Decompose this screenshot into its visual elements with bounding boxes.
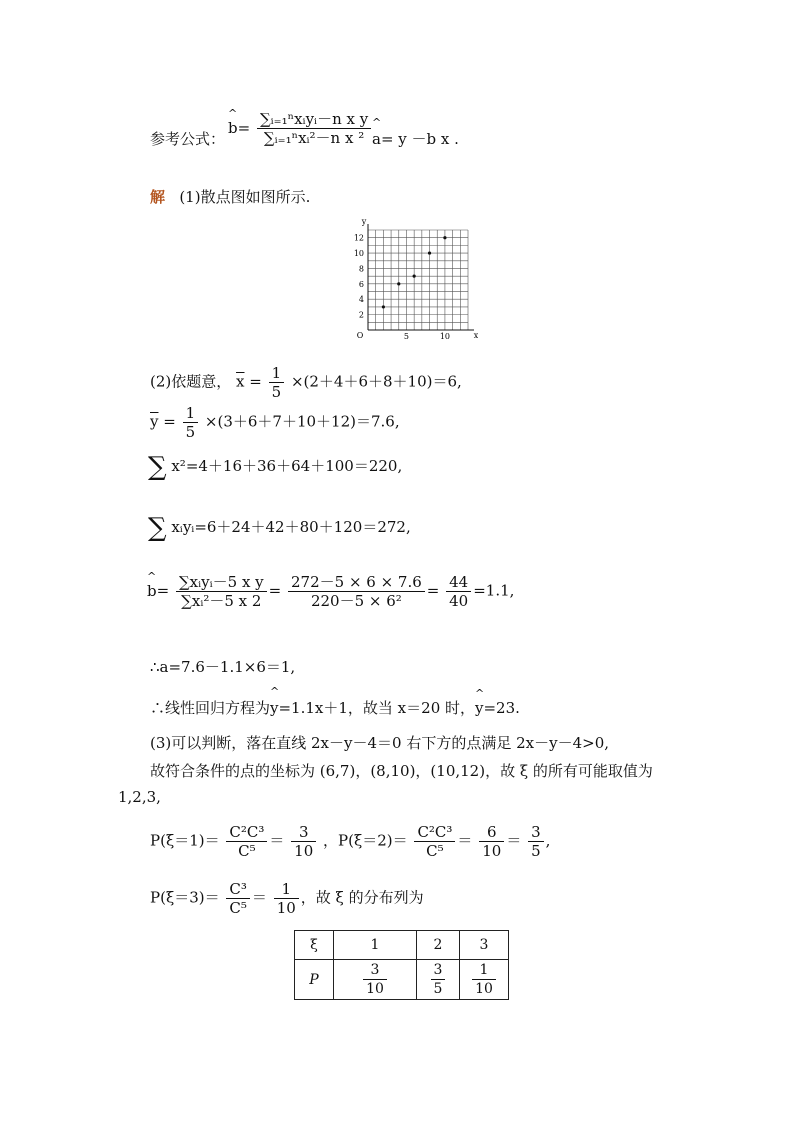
distribution-table — [294, 930, 509, 1000]
y-tick-label: 4 — [358, 295, 364, 305]
p2-lhs: ，P(ξ＝2)＝ — [323, 831, 408, 850]
p3-lhs: P(ξ＝3)＝ — [150, 888, 220, 907]
p1-lhs: P(ξ＝1)＝ — [150, 831, 220, 850]
b-calculation: ^ b= $\frac{\text{∑xᵢyᵢ－5 x y}}{\text{∑xᵢ²－5 x 2}}$ = $\frac{272-5 \times 6 \times 7.6}{\text{220－5 × 6²}}$ = $\frac{44}{40}$ =1.1, — [147, 573, 514, 610]
y-bar-calc: ×(3＋6＋7＋10＋12)＝7.6, — [204, 412, 400, 431]
regression-intro: ∴线性回归方程为 — [150, 699, 271, 717]
p2-c-den: C⁵ — [426, 842, 444, 860]
formula-b — [228, 110, 373, 147]
p2-den: 10 — [482, 842, 502, 860]
table-header-cell: 1 — [334, 931, 417, 960]
x-axis-label: x — [473, 331, 478, 340]
distribution-intro: ，故 ξ 的分布列为 — [300, 888, 424, 907]
frac-num: 1 — [269, 364, 285, 383]
p3-c-num: C³ — [226, 880, 250, 899]
b-formula-denominator: ∑ᵢ₌₁ⁿxᵢ²－n x ² — [263, 129, 365, 147]
table-cell: $\frac{3}{10}$ — [334, 960, 417, 1000]
p2-den-2: 5 — [531, 842, 541, 860]
solution-line-1 — [150, 186, 310, 207]
b-calc-denominator-2: 220－5 × 6² — [310, 592, 402, 610]
table-header-xi: ξ — [295, 931, 334, 960]
table-row — [295, 931, 509, 960]
a-line: ∴a=7.6－1.1×6＝1, — [150, 658, 296, 676]
sum-xy: xᵢyᵢ=6＋24＋42＋80＋120＝272, — [171, 518, 411, 536]
y-bar: $\overline{y}$ — [150, 412, 159, 431]
b-calc-numerator-2: 272－5 × 6 × 7.6 — [288, 573, 425, 592]
regression-equation: ^ y=1.1x＋1，故当 x＝20 时， — [270, 697, 475, 718]
part1-text: (1)散点图如图所示. — [179, 188, 311, 206]
p3-frac-val — [274, 880, 299, 917]
scatter-point — [413, 275, 416, 278]
b-calc-denominator-3: 40 — [449, 592, 469, 610]
frac-den: 5 — [271, 383, 282, 401]
x-bar: $\overline{x}$ — [236, 372, 245, 391]
x-tick-label: 5 — [403, 332, 410, 341]
b-calc-frac-3 — [446, 573, 471, 610]
table-header-cell: 3 — [460, 931, 509, 960]
b-calc-denominator: ∑xᵢ²－5 x 2 — [181, 592, 262, 610]
b-calc-frac-1 — [176, 573, 267, 610]
table-row — [295, 960, 509, 1000]
b-calc-numerator-3: 44 — [446, 573, 471, 592]
scatter-point — [428, 251, 431, 254]
scatter-chart — [348, 218, 478, 342]
p1-c-den: C⁵ — [238, 842, 256, 860]
part2-line1: (2)依题意， $\overline{x}$ = $\frac{1}{5}$ ×(2＋4＋6＋8＋10)＝6, — [150, 364, 462, 401]
scatter-point — [397, 282, 400, 285]
p1-frac-c — [226, 823, 267, 860]
p3-num: 1 — [274, 880, 299, 899]
y-axis-label: y — [361, 218, 367, 226]
origin-label: O — [356, 331, 364, 340]
x-bar-calc: ×(2＋4＋6＋8＋10)＝6, — [290, 372, 462, 391]
y-tick-label: 12 — [353, 233, 364, 243]
reference-formula-label: 参考公式： — [150, 130, 226, 148]
b-calc-frac-2 — [288, 573, 425, 610]
p3-c-den: C⁵ — [229, 899, 247, 917]
p3-frac-c — [226, 880, 250, 917]
frac-num: 1 — [183, 404, 199, 423]
p1-den: 10 — [294, 842, 314, 860]
p2-c-num: C²C³ — [414, 823, 455, 842]
solution-jie: 解 — [150, 188, 166, 206]
table-row-label: P — [295, 960, 334, 1000]
prob-eq-3 — [150, 880, 424, 917]
equals: ＝ — [269, 831, 285, 850]
table-header-cell: 2 — [417, 931, 460, 960]
sum-x-squared: x²=4＋16＋36＋64＋100＝220, — [171, 457, 403, 475]
p2-num: 6 — [479, 823, 504, 842]
p2-frac-c — [414, 823, 455, 860]
b-formula-numerator: ∑ᵢ₌₁ⁿxᵢyᵢ－n x y — [257, 110, 371, 129]
p1-c-num: C²C³ — [226, 823, 267, 842]
b-formula-fraction — [257, 110, 371, 147]
regression-line — [150, 697, 520, 718]
y-tick-label: 6 — [358, 279, 364, 289]
part2-intro: (2)依题意， — [150, 372, 232, 391]
equals: ＝ — [506, 831, 522, 850]
frac-den: 5 — [185, 423, 196, 441]
part2-line4 — [148, 513, 411, 543]
one-fifth-fraction-2 — [183, 404, 199, 441]
part2-line3 — [148, 452, 402, 482]
equals: ＝ — [251, 888, 267, 907]
p3-den: 10 — [276, 899, 296, 917]
part3-line2: 故符合条件的点的坐标为 (6,7)，(8,10)，(10,12)，故 ξ 的所有可能取值为 — [150, 762, 653, 780]
table-cell: $\frac{3}{5}$ — [417, 960, 460, 1000]
formula-a — [372, 128, 459, 149]
regression-prediction: ^ y=23. — [475, 699, 520, 717]
b-result: =1.1, — [473, 581, 515, 600]
one-fifth-fraction — [269, 364, 285, 401]
scatter-point — [443, 236, 446, 239]
equals: ＝ — [457, 831, 473, 850]
b-hat-calc: ^ b — [147, 582, 157, 600]
x-tick-label: 10 — [439, 332, 451, 341]
prob-eq-1-2: P(ξ＝1)＝ $\frac{\text{C²C³}}{\text{C⁵}}$ ＝ $\frac{3}{10}$ ，P(ξ＝2)＝ $\frac{\text{C²C³}}{\text{C⁵}}$ ＝ $\frac{6}{10}$ ＝ $\frac{3}{5}$ , — [150, 823, 551, 860]
p2-frac-val — [479, 823, 504, 860]
sum-symbol: ∑ — [148, 513, 167, 543]
y-tick-label: 2 — [358, 310, 364, 320]
y-tick-label: 10 — [353, 249, 364, 259]
table-cell: $\frac{1}{10}$ — [460, 960, 509, 1000]
y-tick-label: 8 — [358, 264, 364, 274]
b-hat: ^ b= — [228, 119, 250, 137]
sum-symbol: ∑ — [148, 452, 167, 482]
p1-num: 3 — [291, 823, 316, 842]
a-formula: ^ a= y －b x . — [372, 128, 459, 149]
p2-num-2: 3 — [528, 823, 544, 842]
p2-frac-val-2 — [528, 823, 544, 860]
part3-line3: 1,2,3, — [118, 788, 161, 806]
b-calc-numerator: ∑xᵢyᵢ－5 x y — [176, 573, 267, 592]
part2-line2: $\overline{y}$ = $\frac{1}{5}$ ×(3＋6＋7＋10＋12)＝7.6, — [150, 404, 400, 441]
part3-line1: (3)可以判断，落在直线 2x－y－4＝0 右下方的点满足 2x－y－4>0, — [150, 734, 610, 752]
scatter-point — [382, 305, 385, 308]
p1-frac-val — [291, 823, 316, 860]
